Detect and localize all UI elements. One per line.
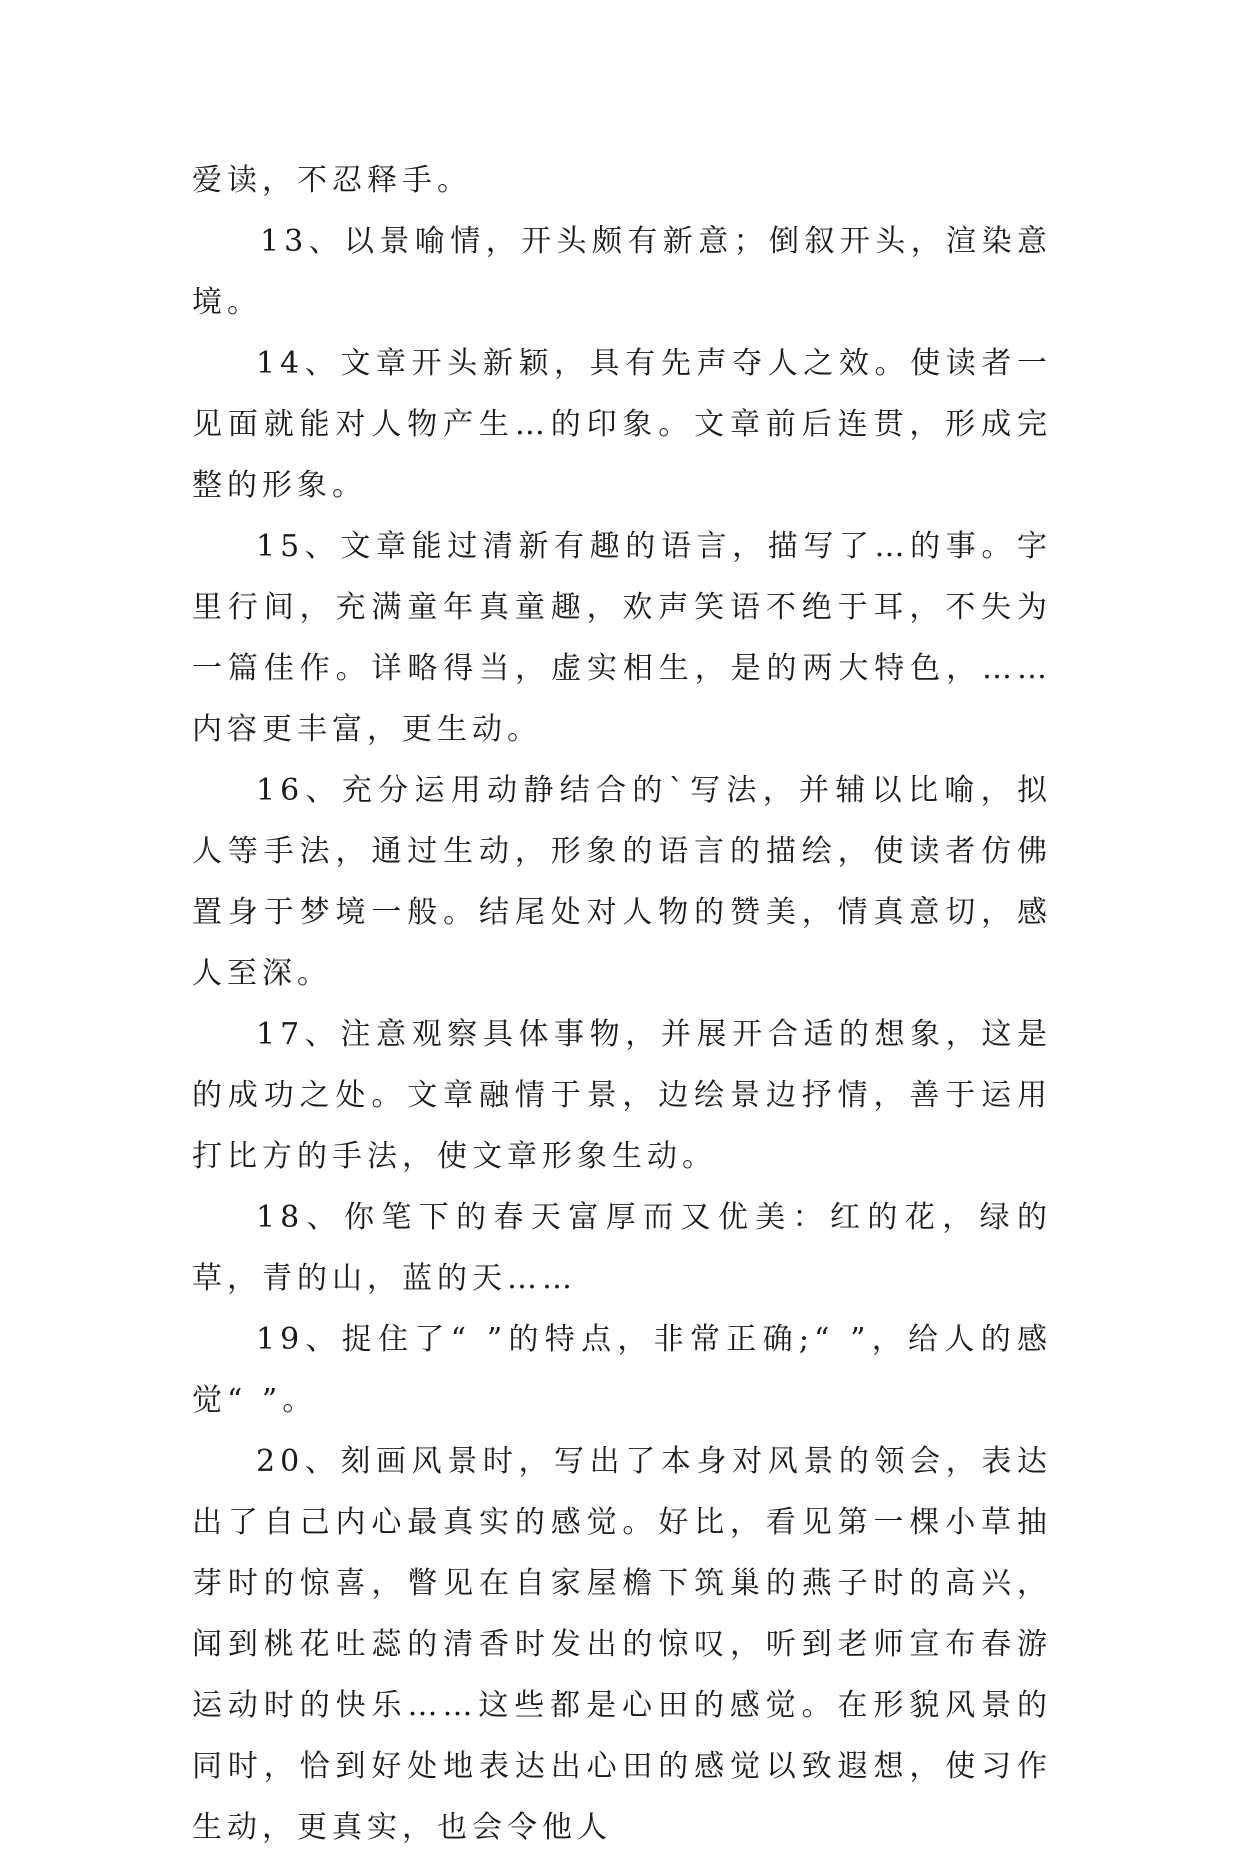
paragraph-18: 18、你笔下的春天富厚而又优美：红的花，绿的草，青的山，蓝的天…… [192,1200,1052,1296]
body-text [192,150,1052,1858]
paragraph-15: 15、文章能过清新有趣的语言，描写了…的事。字里行间，充满童年真童趣，欢声笑语不绝于耳，不失为一篇佳作。详略得当，虚实相生，是的两大特色，……内容更丰富，更生动。 [192,529,1052,747]
paragraph-continuation: 爱读，不忍释手。 [192,163,472,198]
paragraph-20: 20、刻画风景时，写出了本身对风景的领会，表达出了自己内心最真实的感觉。好比，看见第一棵小草抽芽时的惊喜，瞥见在自家屋檐下筑巢的燕子时的高兴，闻到桃花吐蕊的清香时发出的惊叹，听到老师宣布春游运动时的快乐……这些都是心田的感觉。在形貌风景的同时，恰到好处地表达出心田的感觉以致遐想，使习作生动，更真实，也会令他人 [192,1444,1052,1845]
paragraph-19: 19、捉住了“ ”的特点，非常正确;“ ”，给人的感觉“ ”。 [192,1322,1052,1418]
paragraph-14: 14、文章开头新颖，具有先声夺人之效。使读者一见面就能对人物产生…的印象。文章前后连贯，形成完整的形象。 [192,346,1052,503]
paragraph-16: 16、充分运用动静结合的`写法，并辅以比喻，拟人等手法，通过生动，形象的语言的描绘，使读者仿佛置身于梦境一般。结尾处对人物的赞美，情真意切，感人至深。 [192,773,1052,991]
paragraph-13: 13、以景喻情，开头颇有新意；倒叙开头，渲染意境。 [192,224,1052,320]
paragraph-17: 17、注意观察具体事物，并展开合适的想象，这是的成功之处。文章融情于景，边绘景边抒情，善于运用打比方的手法，使文章形象生动。 [192,1017,1052,1174]
